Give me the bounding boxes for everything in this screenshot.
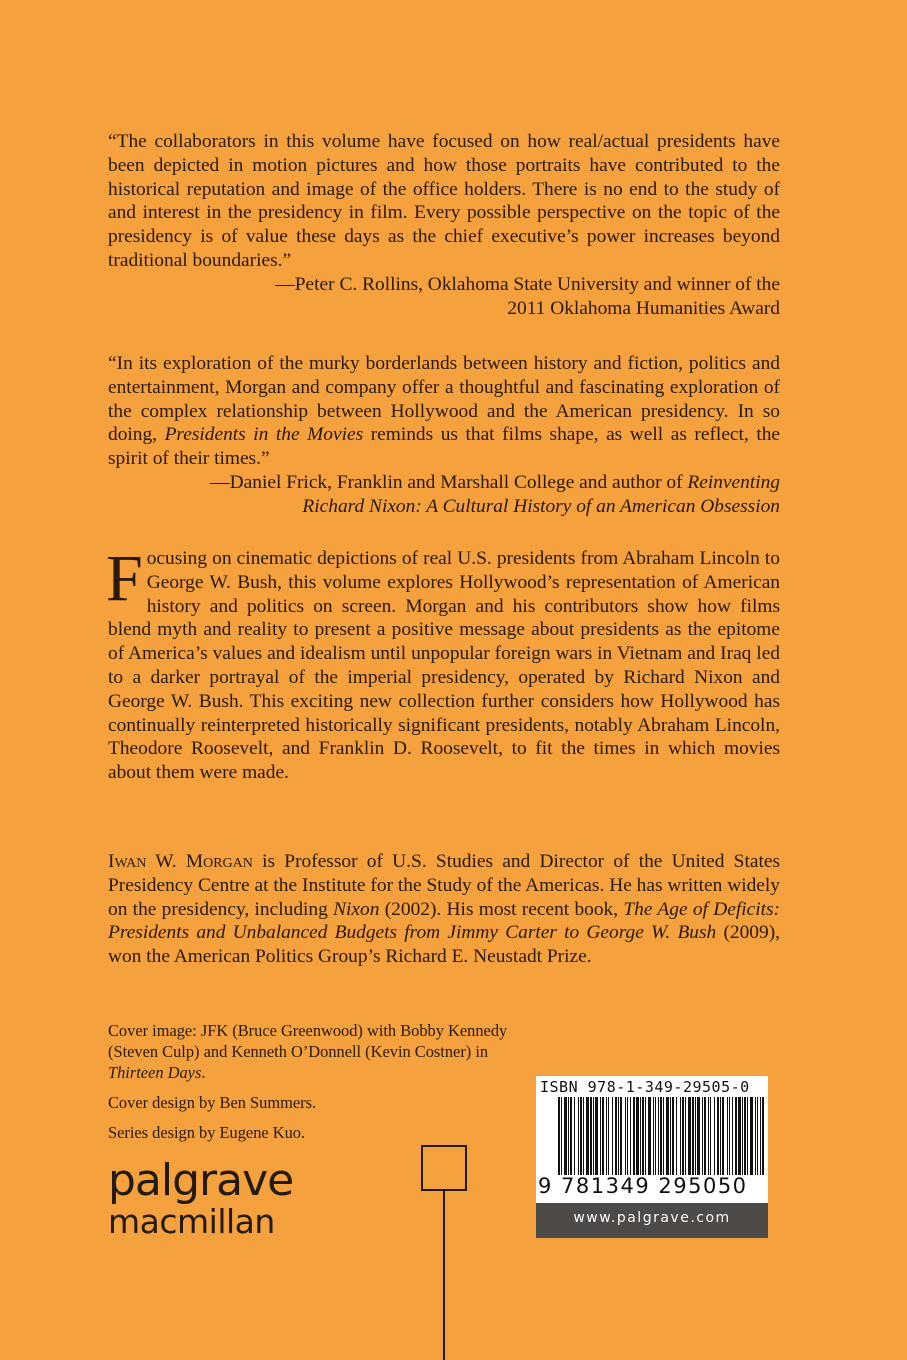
credit-text: .	[201, 1063, 206, 1082]
barcode-bar	[666, 1097, 669, 1175]
barcode	[536, 1076, 768, 1203]
barcode-bar	[755, 1097, 756, 1175]
publisher-name-line2: macmillan	[108, 1202, 275, 1241]
barcode-bar	[608, 1097, 609, 1175]
book-title: The Age of Deficits: Presidents and Unbalanced Budgets from Jimmy Carter to George W. Bush	[108, 898, 780, 944]
barcode-bar	[600, 1097, 601, 1175]
quote-text-part: reminds us that films shape, as well as reflect, the spirit of their times.”	[108, 424, 781, 470]
barcode-bar	[757, 1097, 758, 1175]
barcode-bar	[760, 1097, 761, 1175]
barcode-bar	[708, 1097, 709, 1175]
barcode-bar	[627, 1097, 628, 1175]
barcode-bar	[663, 1097, 664, 1175]
barcode-bar	[615, 1097, 617, 1175]
publisher-name-line1: palgrave	[108, 1155, 294, 1206]
barcode-bar	[735, 1097, 737, 1175]
attribution-line: 2011 Oklahoma Humanities Award	[507, 297, 780, 319]
barcode-bars	[558, 1097, 764, 1175]
barcode-bar	[640, 1097, 641, 1175]
series-design-credit: Series design by Eugene Kuo.	[108, 1123, 306, 1142]
credit-text: Cover image: JFK (Bruce Greenwood) with Bobby Kennedy (Steven Culp) and Kenneth O’Donnell (Kevin Costner) in	[108, 1021, 508, 1061]
barcode-bar	[625, 1097, 626, 1175]
barcode-bar	[762, 1097, 764, 1175]
barcode-bar	[676, 1097, 677, 1175]
barcode-bar	[722, 1097, 724, 1175]
barcode-bar	[685, 1097, 686, 1175]
barcode-bar	[561, 1097, 562, 1175]
barcode-bar	[620, 1097, 622, 1175]
barcode-bar	[688, 1097, 691, 1175]
barcode-bar	[714, 1097, 715, 1175]
barcode-bar	[586, 1097, 589, 1175]
author-name: Iwan W. Morgan	[108, 851, 253, 872]
barcode-bar	[697, 1097, 700, 1175]
barcode-bar	[653, 1097, 654, 1175]
barcode-bar	[648, 1097, 651, 1175]
barcode-bar	[590, 1097, 592, 1175]
barcode-bar	[583, 1097, 584, 1175]
barcode-bar	[570, 1097, 572, 1175]
barcode-bar	[564, 1097, 567, 1175]
barcode-bar	[670, 1097, 671, 1175]
barcode-bar	[742, 1097, 743, 1175]
barcode-bar	[593, 1097, 594, 1175]
barcode-bar	[717, 1097, 719, 1175]
barcode-bar	[633, 1097, 635, 1175]
barcode-bar	[710, 1097, 711, 1175]
quote-text: “The collaborators in this volume have focused on how real/actual presidents have been depicted in motion pictures and how those portraits have contributed to the historical reputation and image of the office holders. There is no end to the study of and interest in the presidency in film. Every possible perspective on the topic of the presidency is of value these days as the chief executive’s power increases beyond traditional boundaries.”	[108, 131, 780, 271]
barcode-bar	[732, 1097, 733, 1175]
description-body: ocusing on cinematic depictions of real U.S. presidents from Abraham Lincoln to George W. Bush, this volume explores Hollywood’s representation of American history and politics on screen. Morgan and his contributors show how films blend myth and reality to present a positive message about presidents as the epitome of America’s values and idealism until unpopular foreign wars in Vietnam and Iraq led to a darker portrayal of the imperial presidency, operated by Richard Nixon and George W. Bush. This exciting new collection further considers how Hollywood has continually reinterpreted historically significant presidents, notably Abraham Lincoln, Theodore Roosevelt, and Franklin D. Roosevelt, to fit the times in which movies about them were made.	[108, 548, 780, 784]
barcode-bar	[595, 1097, 598, 1175]
barcode-bar	[738, 1097, 741, 1175]
barcode-bar	[618, 1097, 619, 1175]
cover-design-credit: Cover design by Ben Summers.	[108, 1093, 317, 1112]
barcode-bar	[606, 1097, 607, 1175]
film-title: Thirteen Days	[108, 1063, 202, 1082]
barcode-bar	[645, 1097, 646, 1175]
book-title: Richard Nixon: A Cultural History of an American Obsession	[302, 495, 780, 517]
barcode-bar	[655, 1097, 656, 1175]
book-title: Nixon	[333, 898, 380, 920]
barcode-bar	[580, 1097, 582, 1175]
drop-cap: F	[106, 542, 143, 615]
bio-part: (2009), won the American Politics Group’s Richard E. Neustadt Prize.	[108, 922, 780, 968]
bio-part: is Professor of U.S. Studies and Director of the United States Presidency Centre at the Institute for the Study of the Americas. He has written widely on the presidency, including	[108, 851, 780, 920]
barcode-bar	[574, 1097, 575, 1175]
barcode-bar	[630, 1097, 631, 1175]
barcode-bar	[680, 1097, 681, 1175]
barcode-bar	[692, 1097, 694, 1175]
barcode-bar	[702, 1097, 703, 1175]
barcode-digits: 9 781349 295050	[538, 1174, 748, 1198]
barcode-bar	[602, 1097, 604, 1175]
barcode-bar	[658, 1097, 659, 1175]
barcode-bar	[642, 1097, 644, 1175]
barcode-bar	[612, 1097, 613, 1175]
barcode-bar	[704, 1097, 706, 1175]
barcode-bar	[636, 1097, 639, 1175]
book-title: Presidents in the Movies	[164, 424, 364, 446]
attribution-text: —Daniel Frick, Franklin and Marshall College and author of	[210, 471, 688, 493]
barcode-bar	[578, 1097, 579, 1175]
barcode-bar	[729, 1097, 730, 1175]
book-title: Reinventing	[687, 471, 780, 493]
barcode-bar	[744, 1097, 746, 1175]
barcode-bar	[720, 1097, 721, 1175]
barcode-bar	[750, 1097, 753, 1175]
bio-part: (2002). His most recent book,	[379, 898, 624, 920]
barcode-bar	[695, 1097, 696, 1175]
barcode-bar	[568, 1097, 569, 1175]
barcode-bar	[682, 1097, 684, 1175]
barcode-bar	[660, 1097, 662, 1175]
barcode-bar	[558, 1097, 560, 1175]
barcode-bar	[672, 1097, 674, 1175]
isbn-label: ISBN 978-1-349-29505-0	[540, 1078, 750, 1096]
publisher-url: www.palgrave.com	[536, 1203, 768, 1238]
barcode-bar	[727, 1097, 728, 1175]
series-mark-square	[422, 1146, 466, 1190]
attribution-line: —Peter C. Rollins, Oklahoma State University and winner of the	[275, 273, 780, 295]
quote-text-part: “In its exploration of the murky borderlands between history and fiction, politics and entertainment, Morgan and company offer a thoughtful and fascinating exploration of the complex relationship between Hollywood and the American presidency. In so doing,	[108, 353, 780, 446]
barcode-bar	[747, 1097, 748, 1175]
